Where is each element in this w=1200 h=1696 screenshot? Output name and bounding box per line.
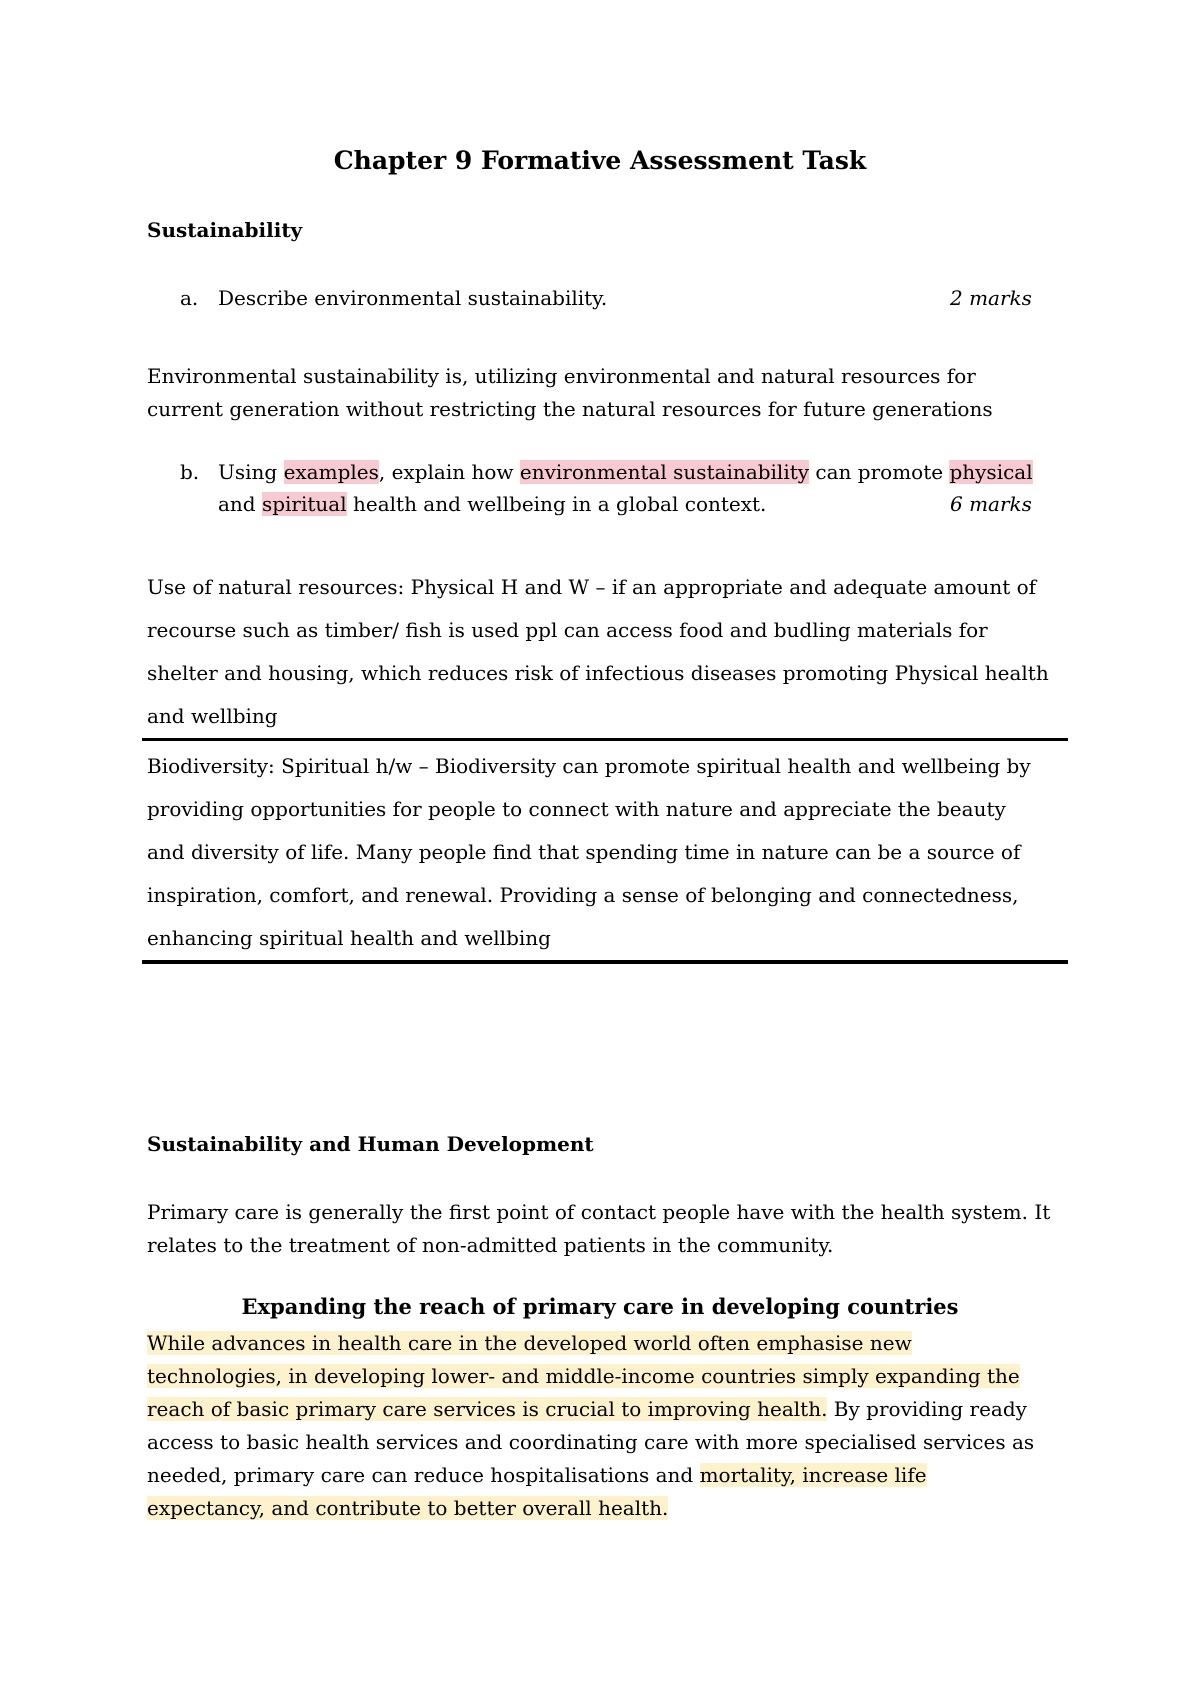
body-highlight: mortality, increase life bbox=[699, 1463, 927, 1487]
question-b-marks: 6 marks bbox=[950, 492, 1032, 516]
page-title: Chapter 9 Formative Assessment Task bbox=[333, 146, 867, 175]
body-line bbox=[147, 1393, 1067, 1426]
answer-b2-line: enhancing spiritual health and wellbing bbox=[147, 926, 551, 950]
question-b-letter: b. bbox=[180, 460, 200, 484]
divider-line bbox=[142, 960, 1068, 964]
intro-line: Primary care is generally the first point of contact people have with the health system. It bbox=[147, 1200, 1051, 1224]
body-text: By providing ready bbox=[827, 1397, 1027, 1421]
primary-care-body bbox=[147, 1327, 1067, 1525]
question-a-marks: 2 marks bbox=[950, 286, 1032, 310]
section-heading-sustainability: Sustainability bbox=[147, 218, 303, 242]
body-highlight: reach of basic primary care services is crucial to improving health. bbox=[147, 1397, 828, 1421]
body-line bbox=[147, 1492, 1067, 1525]
qb-highlight-spiritual: spiritual bbox=[261, 492, 347, 516]
qb-highlight-examples: examples bbox=[283, 460, 379, 484]
answer-b2-line: providing opportunities for people to connect with nature and appreciate the beauty bbox=[147, 797, 1006, 821]
answer-a bbox=[147, 360, 1067, 426]
intro-line: relates to the treatment of non-admitted patients in the community. bbox=[147, 1233, 834, 1257]
question-b-line-2 bbox=[218, 492, 766, 516]
body-line bbox=[147, 1459, 1067, 1492]
primary-care-intro bbox=[147, 1196, 1067, 1262]
answer-b1-line: recourse such as timber/ fish is used ppl can access food and budling materials for bbox=[147, 618, 988, 642]
answer-a-line: Environmental sustainability is, utilizing environmental and natural resources for bbox=[147, 364, 976, 388]
question-a-letter: a. bbox=[180, 286, 199, 310]
qb-text: , explain how bbox=[378, 460, 520, 484]
body-highlight: While advances in health care in the developed world often emphasise new bbox=[147, 1331, 912, 1355]
qb-text: can promote bbox=[809, 460, 950, 484]
answer-b-natural-resources bbox=[147, 566, 1067, 738]
qb-highlight-physical: physical bbox=[949, 460, 1033, 484]
divider-line bbox=[142, 738, 1068, 741]
body-text: needed, primary care can reduce hospitalisations and bbox=[147, 1463, 700, 1487]
body-highlight: technologies, in developing lower- and middle-income countries simply expanding the bbox=[147, 1364, 1020, 1388]
answer-b1-line: Use of natural resources: Physical H and W – if an appropriate and adequate amount of bbox=[147, 575, 1037, 599]
body-line bbox=[147, 1327, 1067, 1360]
qb-highlight-environmental-sustainability: environmental sustainability bbox=[519, 460, 810, 484]
answer-b2-line: inspiration, comfort, and renewal. Providing a sense of belonging and connectedness, bbox=[147, 883, 1019, 907]
answer-b2-line: and diversity of life. Many people find that spending time in nature can be a source of bbox=[147, 840, 1021, 864]
answer-b-biodiversity bbox=[147, 745, 1067, 960]
answer-b1-line: shelter and housing, which reduces risk of infectious diseases promoting Physical health bbox=[147, 661, 1049, 685]
subheading-primary-care: Expanding the reach of primary care in developing countries bbox=[241, 1294, 959, 1319]
answer-b1-line: and wellbing bbox=[147, 704, 278, 728]
section-heading-human-development: Sustainability and Human Development bbox=[147, 1132, 594, 1156]
answer-a-line: current generation without restricting the natural resources for future generations bbox=[147, 397, 993, 421]
qb-text: and bbox=[218, 492, 262, 516]
qb-text: health and wellbeing in a global context. bbox=[346, 492, 767, 516]
body-line bbox=[147, 1360, 1067, 1393]
body-line: access to basic health services and coordinating care with more specialised services as bbox=[147, 1430, 1035, 1454]
answer-b2-line: Biodiversity: Spiritual h/w – Biodiversity can promote spiritual health and wellbeing by bbox=[147, 754, 1031, 778]
body-highlight: expectancy, and contribute to better overall health. bbox=[147, 1496, 669, 1520]
qb-text: Using bbox=[218, 460, 284, 484]
question-b-line-1 bbox=[218, 460, 1033, 484]
question-a-text: Describe environmental sustainability. bbox=[218, 286, 608, 310]
